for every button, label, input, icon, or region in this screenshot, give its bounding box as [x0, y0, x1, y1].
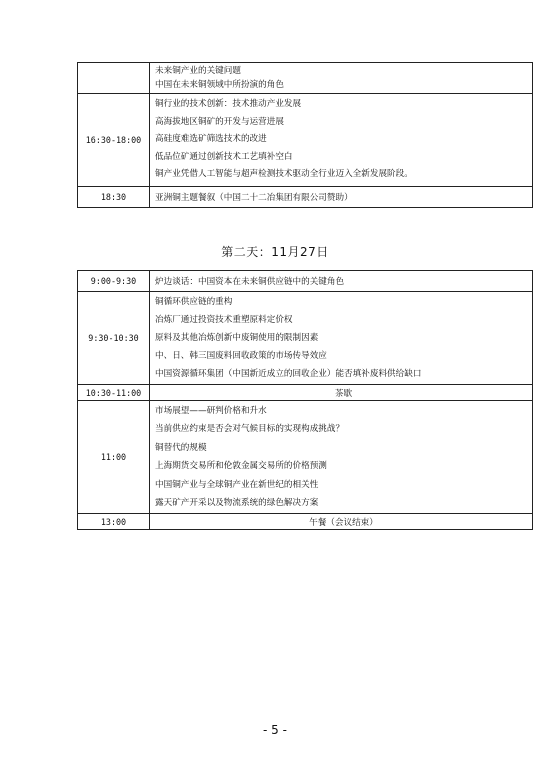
- time-cell: 11:00: [78, 401, 150, 514]
- time-cell: 9:30-10:30: [78, 292, 150, 385]
- session-cell: 炉边谈话：中国资本在未来铜供应链中的关键角色: [150, 271, 533, 292]
- session-topic: 当前供应约束是否会对气候目标的实现构成挑战？: [155, 424, 345, 434]
- time-cell: [78, 63, 150, 94]
- session-topic: 铜产业凭借人工智能与超声检测技术驱动全行业迈入全新发展阶段。: [155, 169, 413, 180]
- session-cell: [150, 94, 533, 187]
- session-topic: 上海期货交易所和伦敦金属交易所的价格预测: [155, 461, 327, 471]
- break-cell: 茶歇: [150, 385, 533, 401]
- time-cell: 10:30-11:00: [78, 385, 150, 401]
- table-row: [78, 385, 533, 401]
- session-topic: 高海拔地区铜矿的开发与运营进展: [155, 116, 284, 127]
- session-topic: 市场展望——研判价格和升水: [155, 405, 267, 416]
- session-cell: [150, 401, 533, 514]
- time-cell: 16:30-18:00: [78, 94, 150, 187]
- session-topic: 低品位矿通过创新技术工艺填补空白: [155, 151, 293, 162]
- session-topic: 未来铜产业的关键问题: [155, 66, 241, 76]
- time-cell: 13:00: [78, 514, 150, 530]
- table-row: [78, 271, 533, 292]
- table-row: [78, 401, 533, 514]
- session-topic: 铜循环供应链的重构: [155, 297, 233, 307]
- time-cell: 9:00-9:30: [78, 271, 150, 292]
- table-row: [78, 514, 533, 530]
- session-topic: 中国在未来铜领域中所扮演的角色: [155, 80, 284, 90]
- session-topic: 铜行业的技术创新：技术推动产业发展: [155, 99, 302, 110]
- table-row: [78, 63, 533, 94]
- schedule-table-day2: [77, 270, 533, 530]
- schedule-table-day1: [77, 62, 533, 208]
- session-topic: 露天矿产开采以及物流系统的绿色解决方案: [155, 498, 319, 508]
- table-row: [78, 187, 533, 208]
- session-cell: 亚洲铜主题餐叙（中国二十二冶集团有限公司赞助）: [150, 187, 533, 208]
- page-number: - 5 -: [263, 723, 287, 737]
- session-topic: 冶炼厂通过投资技术重塑原料定价权: [155, 315, 293, 325]
- session-topic: 中、日、韩三国废料回收政策的市场传导效应: [155, 351, 327, 361]
- session-topic: 铜替代的规模: [155, 442, 207, 453]
- table-row: [78, 292, 533, 385]
- session-topic: 原料及其他冶炼创新中废铜使用的限制因素: [155, 333, 319, 343]
- lunch-cell: 午餐（会议结束）: [150, 514, 533, 530]
- table-row: [78, 94, 533, 187]
- session-topic: 中国资源循环集团（中国新近成立的回收企业）能否填补废料供给缺口: [155, 369, 422, 379]
- session-topic: 高硅度难选矿筛选技术的改进: [155, 134, 267, 145]
- day-heading: 第二天：11月27日: [221, 245, 329, 259]
- session-topic: 中国铜产业与全球铜产业在新世纪的相关性: [155, 479, 319, 490]
- time-cell: 18:30: [78, 187, 150, 208]
- session-cell: [150, 292, 533, 385]
- session-cell: [150, 63, 533, 94]
